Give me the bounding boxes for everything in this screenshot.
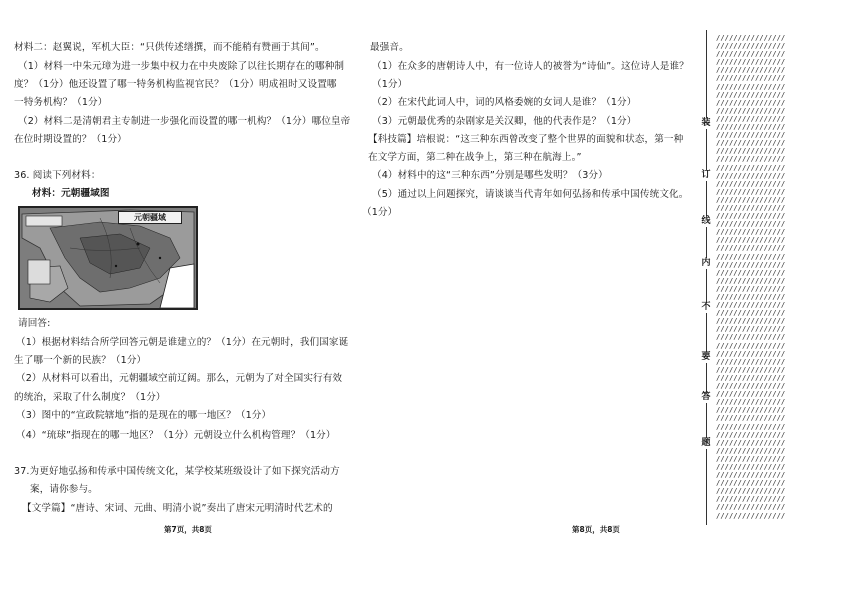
q37-4: （4）材料中的这“三种东西”分别是哪些发明？（3分）: [372, 170, 608, 181]
q35-2-line2: 在位时期设置的？（1分）: [14, 134, 127, 145]
q36-4: （4）“琉球”指现在的哪一地区？（1分）元朝设立什么机构管理？（1分）: [16, 430, 336, 441]
right-page: [350, 0, 695, 607]
material-two-text: 材料二：赵翼说，军机大臣：“只供传述缮撰，而不能稍有赞画于其间”。: [14, 42, 325, 53]
left-page-footer: 第7页，共8页: [164, 525, 212, 534]
binding-rail: [706, 30, 707, 525]
binding-char-da: 答: [701, 392, 711, 402]
binding-char-ti: 题: [701, 438, 711, 448]
map-title: 元朝疆域: [118, 211, 182, 224]
answer-prompt: 请回答:: [18, 318, 51, 329]
literature-section-continued: 最强音。: [370, 42, 409, 53]
binding-char-xian: 线: [701, 216, 711, 226]
left-page: [0, 0, 350, 607]
q37-2: （2）在宋代此词人中，词的风格委婉的女词人是谁？（1分）: [372, 97, 637, 108]
right-page-footer: 第8页，共8页: [572, 525, 620, 534]
binding-char-zhuang: 装: [701, 118, 711, 128]
binding-margin: [700, 30, 820, 525]
technology-section-line2: 在文学方面，第二种在战争上，第三种在航海上。”: [368, 152, 582, 163]
technology-section-line1: 【科技篇】培根说：“这三种东西曾改变了整个世界的面貌和状态，第一种: [368, 134, 684, 145]
q36-3: （3）图中的“宣政院辖地”指的是现在的哪一地区？（1分）: [16, 410, 272, 421]
q37-5-line1: （5）通过以上问题探究，请谈谈当代青年如何弘扬和传承中国传统文化。: [372, 189, 689, 200]
q36-2-line1: （2）从材料可以看出，元朝疆域空前辽阔。那么，元朝为了对全国实行有效: [16, 373, 343, 384]
binding-char-ding: 订: [701, 170, 711, 180]
q35-1-line2: 度？（1分）他还设置了哪一特务机构监视官民？（1分）明成祖时又设置哪: [14, 79, 337, 90]
binding-char-yao: 要: [701, 352, 711, 362]
q37-1-line2: （1分）: [372, 79, 408, 90]
q35-1-line3: 一特务机构？（1分）: [14, 97, 108, 108]
q37-5-line2: （1分）: [362, 207, 398, 218]
q36-1-line1: （1）根据材料结合所学回答元朝是谁建立的？（1分）在元朝时，我们国家诞: [16, 337, 349, 348]
q37-line2: 案，请你参与。: [30, 484, 98, 495]
q35-1-line1: （1）材料一中朱元璋为进一步集中权力在中央废除了以往长期存在的哪种制: [18, 61, 345, 72]
q37-line1: 37.为更好地弘扬和传承中国传统文化，某学校某班级设计了如下探究活动方: [14, 466, 340, 477]
hatch-pattern: //////////////// //////////////// //////////////// //////////////// //////////////// //////////////// //////////////// //////////////// //////////////// //////////////// //////////////// //////////////// //////////////// //////////////// //////////////// //////////////// //////////////// //////////////// //////////////// //////////////// //////////////// //////////////// //////////////// //////////////// //////////////// //////////////// //////////////// //////////////// //////////////// //////////////// //////////////// //////////////// //////////////// //////////////// //////////////// //////////////// //////////////// //////////////// //////////////// //////////////// //////////////// //////////////// //////////////// //////////////// //////////////// //////////////// //////////////// //////////////// //////////////// //////////////// //////////////// //////////////// //////////////// //////////////// //////////////// //////////////// //////////////// //////////////// //////////////// ////////////////: [716, 34, 786, 520]
q37-1-line1: （1）在众多的唐朝诗人中，有一位诗人的被誉为“诗仙”。这位诗人是谁？: [372, 61, 689, 72]
q37-3: （3）元朝最优秀的杂剧家是关汉卿，他的代表作是？（1分）: [372, 116, 637, 127]
q36-heading: 36. 阅读下列材料：: [14, 170, 101, 181]
q35-2-line1: （2）材料二是清朝君主专制进一步强化而设置的哪一机构？（1分）哪位皇帝: [18, 116, 351, 127]
q36-1-line2: 生了哪一个新的民族？（1分）: [14, 355, 147, 366]
binding-char-bu: 不: [701, 302, 711, 312]
literature-section-line: 【文学篇】“唐诗、宋词、元曲、明清小说”奏出了唐宋元明清时代艺术的: [22, 503, 333, 514]
binding-char-nei: 内: [701, 258, 711, 268]
q36-2-line2: 的统治，采取了什么制度？（1分）: [14, 392, 166, 403]
map-caption: 材料：元朝疆域图: [32, 188, 110, 199]
